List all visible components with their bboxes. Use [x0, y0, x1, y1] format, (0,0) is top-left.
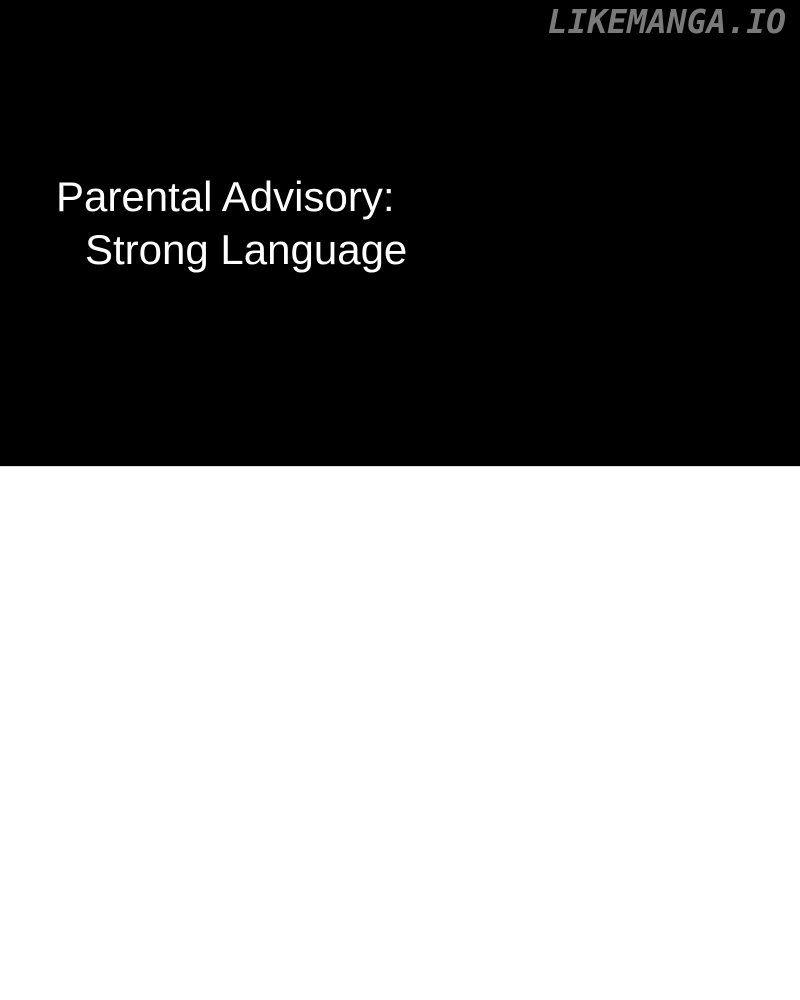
parental-advisory-text — [56, 170, 407, 276]
comic-panel — [0, 0, 800, 467]
advisory-line-1: Parental Advisory: — [56, 173, 395, 220]
site-watermark: LIKEMANGA.IO — [547, 2, 786, 41]
blank-area — [0, 467, 800, 1000]
advisory-line-2: Strong Language — [85, 226, 408, 273]
